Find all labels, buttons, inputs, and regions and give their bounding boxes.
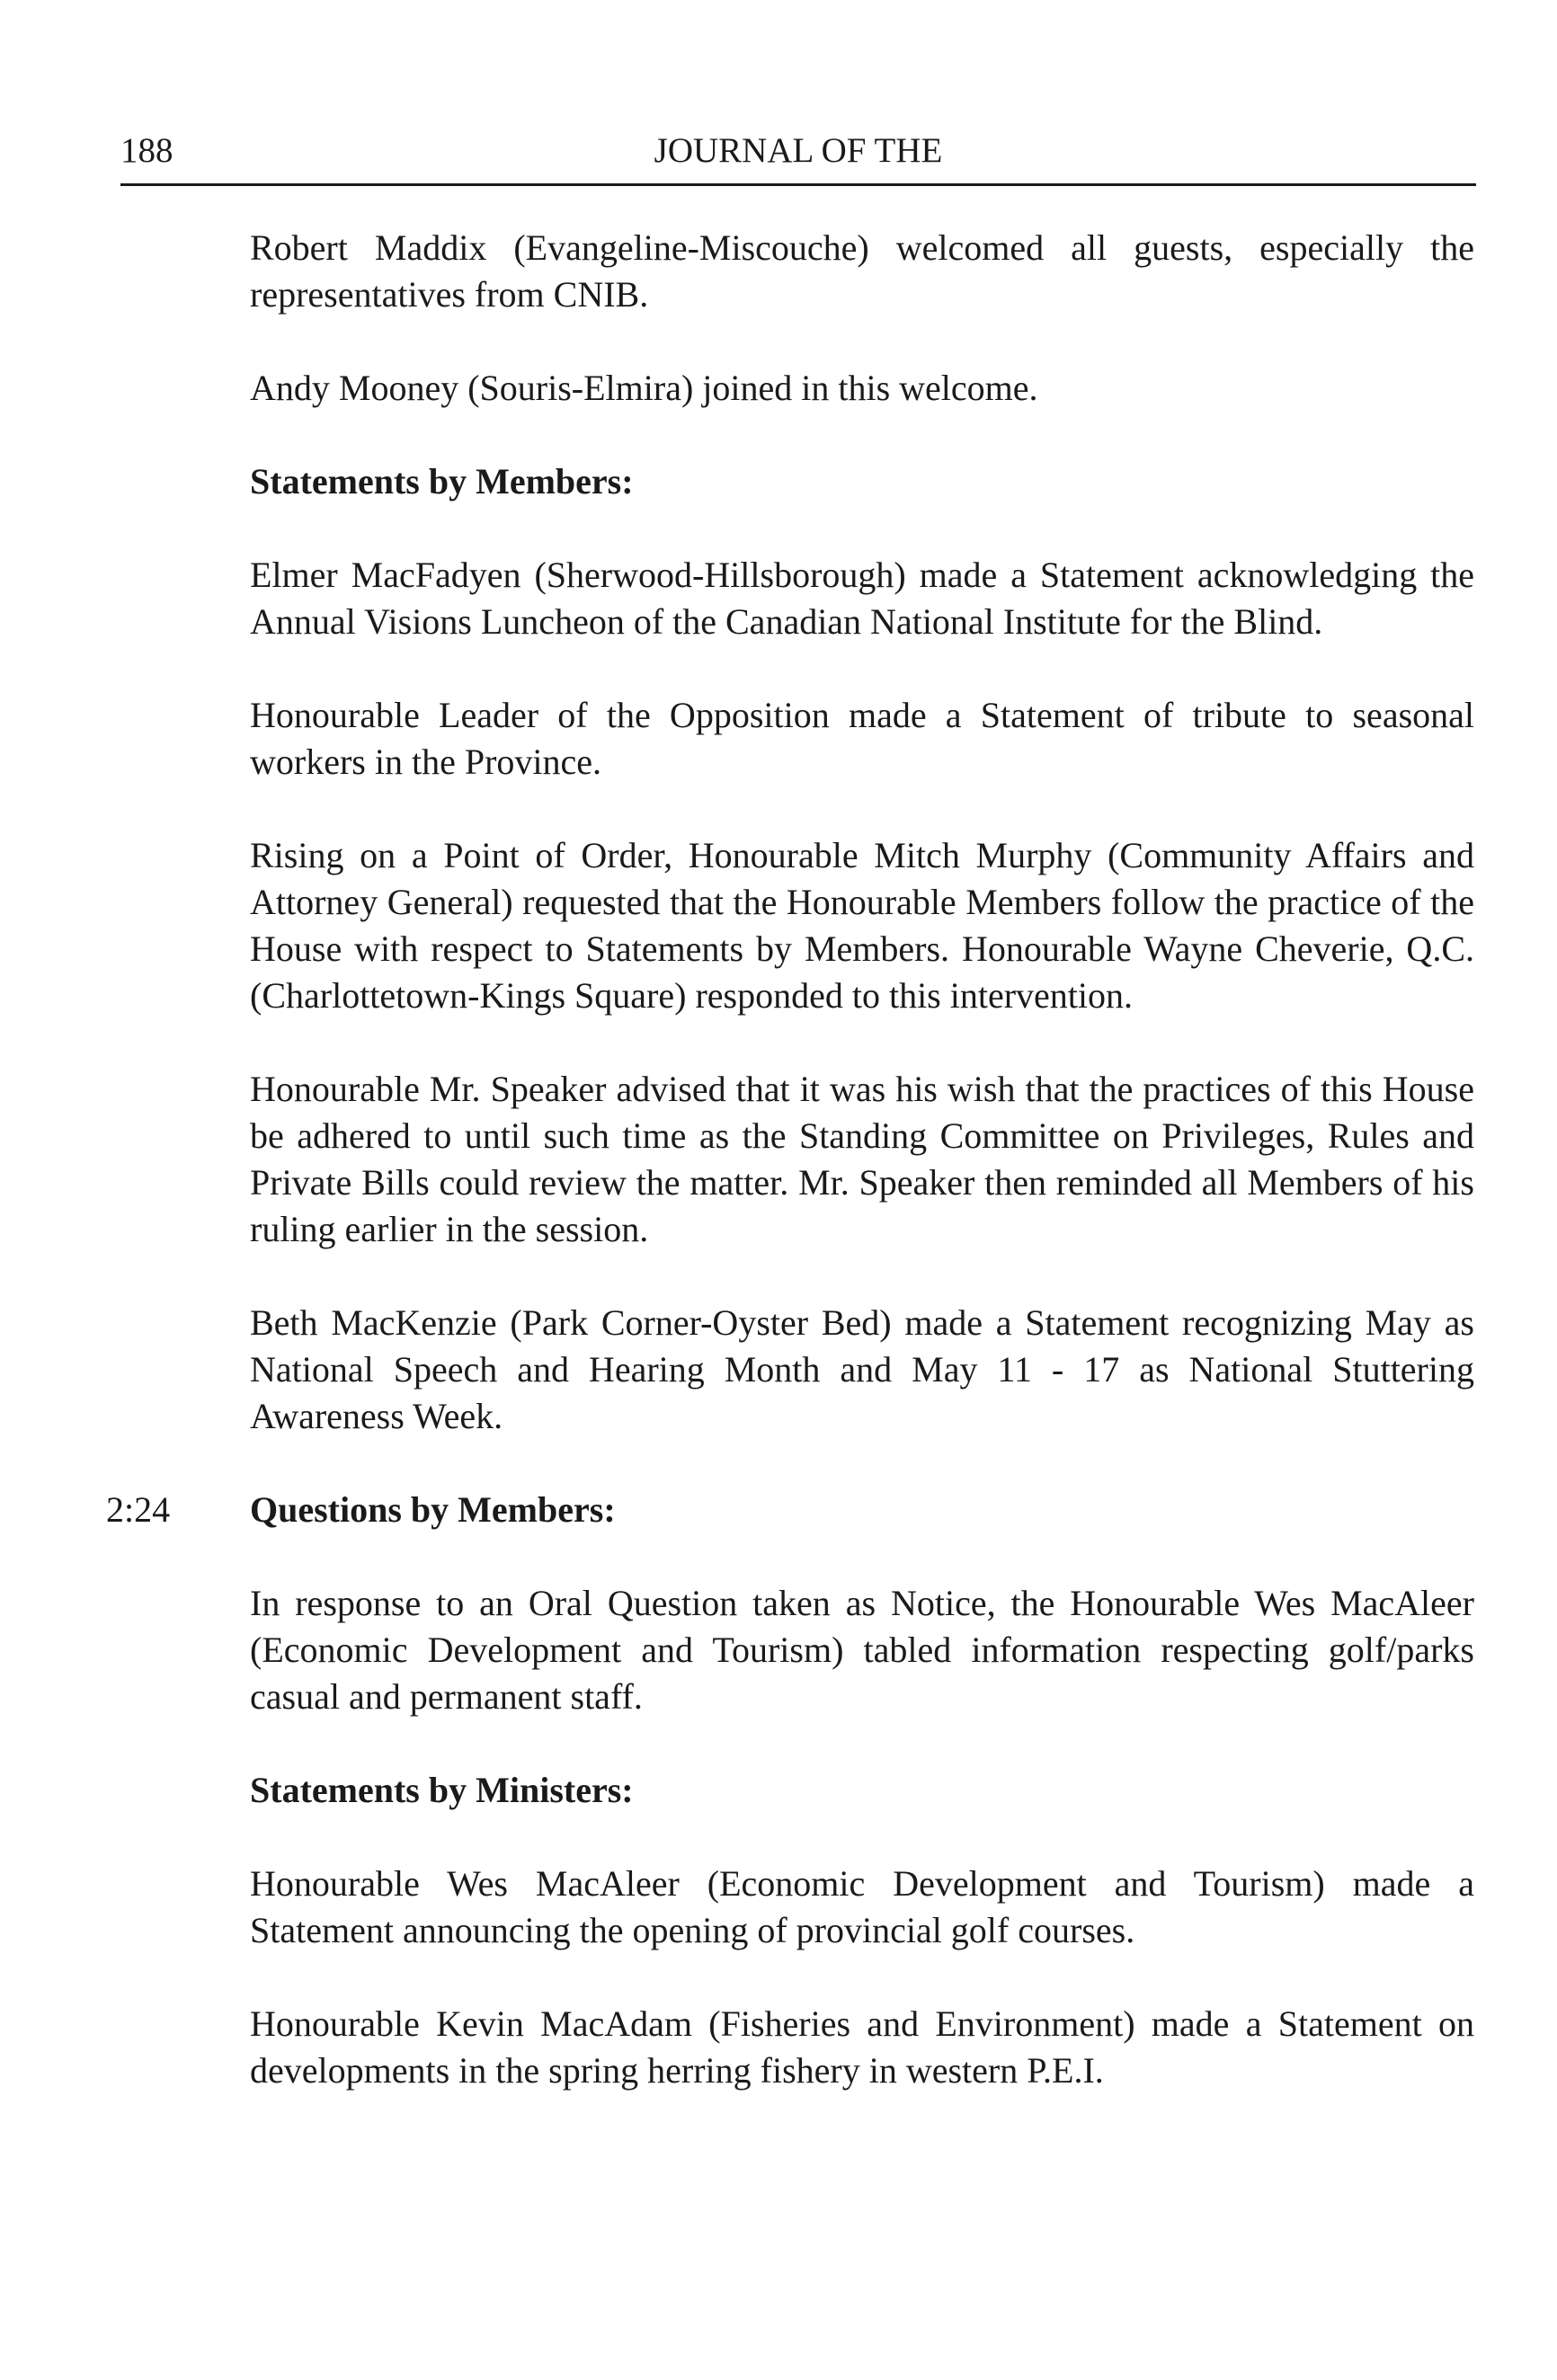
margin-timestamp: 2:24 — [106, 1489, 171, 1530]
paragraph-statement-opposition-leader: Honourable Leader of the Opposition made a Statement of tribute to seasonal workers in the Province. — [250, 695, 1474, 782]
journal-body — [106, 225, 1474, 2141]
heading-questions-by-members — [106, 1487, 1474, 1533]
header-rule — [120, 183, 1476, 186]
paragraph-statement-macfadyen: Elmer MacFadyen (Sherwood-Hillsborough) made a Statement acknowledging the Annual Visions Luncheon of the Canadian National Institute for the Blind. — [250, 555, 1474, 642]
page-header — [120, 131, 1476, 185]
heading-statements-by-members: Statements by Members: — [250, 461, 634, 502]
paragraph-welcome-joined: Andy Mooney (Souris-Elmira) joined in this welcome. — [250, 368, 1038, 408]
heading-questions-by-members-label: Questions by Members: — [250, 1489, 616, 1530]
paragraph-point-of-order: Rising on a Point of Order, Honourable Mitch Murphy (Community Affairs and Attorney General) requested that the Honourable Members follow the practice of the House with respect to Statements by Members. Honourable Wayne Cheverie, Q.C. (Charlottetown-Kings Square) responded to this intervention. — [250, 835, 1474, 1016]
paragraph-statement-macadam: Honourable Kevin MacAdam (Fisheries and Environment) made a Statement on developments in the spring herring fishery in western P.E.I. — [250, 2003, 1474, 2091]
paragraph-statement-mackenzie: Beth MacKenzie (Park Corner-Oyster Bed) made a Statement recognizing May as National Speech and Hearing Month and May 11 - 17 as National Stuttering Awareness Week. — [250, 1302, 1474, 1436]
running-head: JOURNAL OF THE — [654, 131, 943, 170]
paragraph-welcome: Robert Maddix (Evangeline-Miscouche) welcomed all guests, especially the representatives from CNIB. — [250, 227, 1474, 315]
paragraph-statement-macaleer: Honourable Wes MacAleer (Economic Development and Tourism) made a Statement announcing the opening of provincial golf courses. — [250, 1863, 1474, 1950]
paragraph-speaker-ruling: Honourable Mr. Speaker advised that it was his wish that the practices of this House be adhered to until such time as the Standing Committee on Privileges, Rules and Private Bills could review the matter. Mr. Speaker then reminded all Members of his ruling earlier in the session. — [250, 1069, 1474, 1249]
paragraph-oral-question-response: In response to an Oral Question taken as Notice, the Honourable Wes MacAleer (Economic Development and Tourism) tabled information respecting golf/parks casual and permanent staff. — [250, 1583, 1474, 1717]
page-number: 188 — [120, 131, 173, 170]
heading-statements-by-ministers: Statements by Ministers: — [250, 1770, 634, 1810]
